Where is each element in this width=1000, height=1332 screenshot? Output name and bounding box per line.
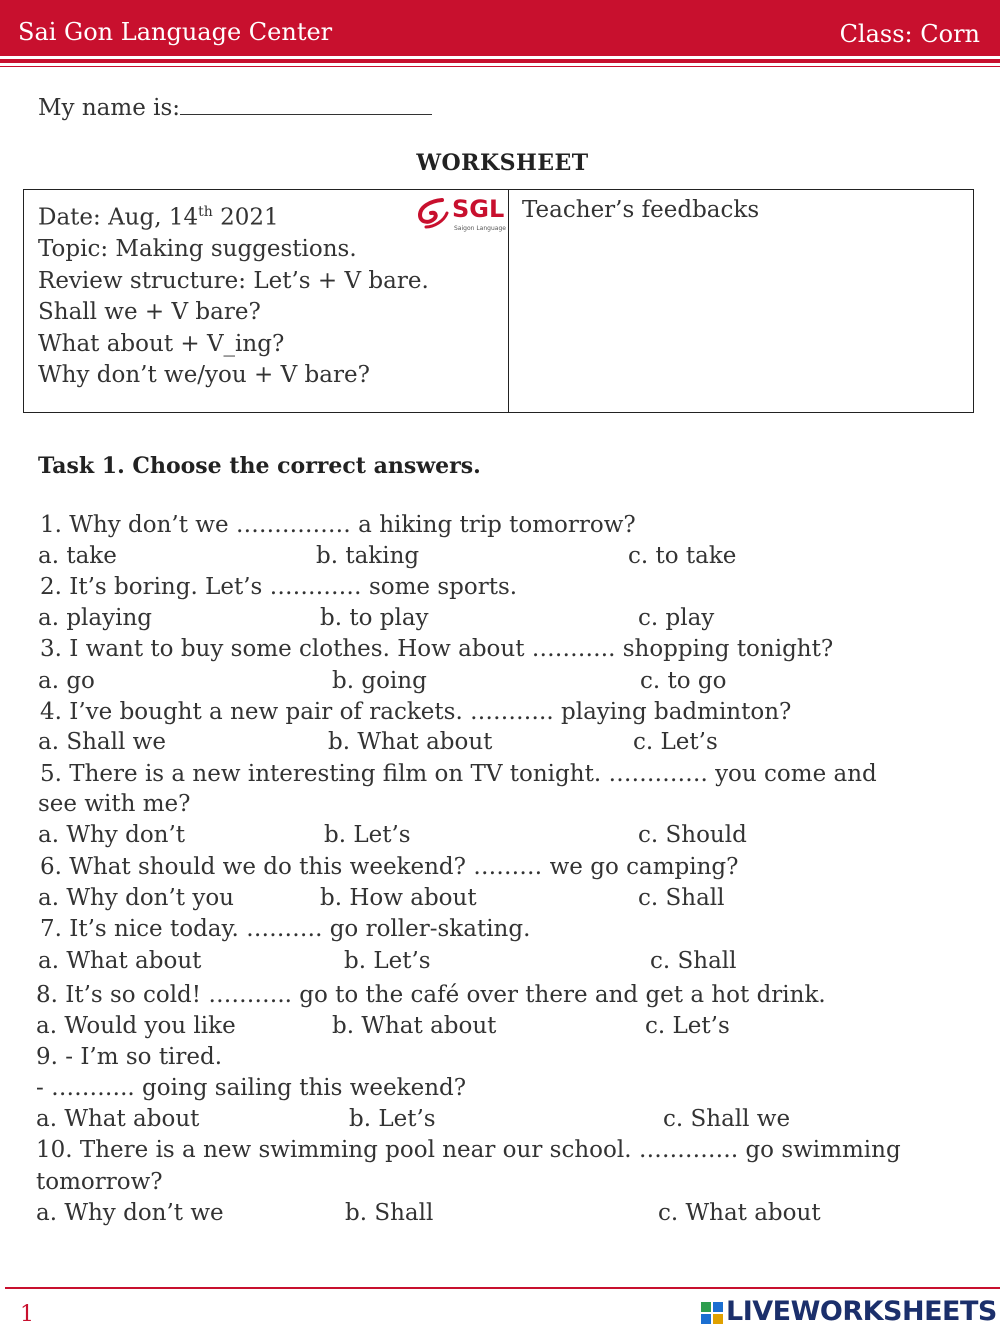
sgl-swoosh-icon	[414, 197, 450, 231]
question-text-cont: - ……….. going sailing this weekend?	[36, 1075, 467, 1101]
date-sup: th	[198, 204, 213, 220]
option-a[interactable]: a. take	[38, 543, 117, 569]
structure-line: What about + V_ing?	[38, 330, 285, 357]
option-c[interactable]: c. Shall	[650, 948, 737, 974]
logo-subtext: Saigon Language	[454, 225, 506, 232]
option-b[interactable]: b. going	[332, 668, 427, 694]
name-row	[38, 90, 432, 121]
teacher-feedback-label: Teacher’s feedbacks	[522, 197, 760, 223]
option-b[interactable]: b. Let’s	[324, 822, 411, 848]
question-text: 1. Why don’t we …………… a hiking trip tomorrow?	[40, 512, 636, 538]
option-c[interactable]: c. What about	[658, 1200, 821, 1226]
option-b[interactable]: b. How about	[320, 885, 477, 911]
option-b[interactable]: b. taking	[316, 543, 420, 569]
question-text: 10. There is a new swimming pool near our school. …………. go swimming	[36, 1137, 901, 1163]
watermark-text: LIVEWORKSHEETS	[726, 1296, 997, 1327]
sgl-logo	[414, 195, 509, 235]
name-label: My name is:	[38, 95, 181, 121]
question-text: 4. I’ve bought a new pair of rackets. ……….. playing badminton?	[40, 699, 792, 725]
option-a[interactable]: a. Why don’t	[38, 822, 186, 848]
header-rule	[0, 59, 1000, 63]
task-title: Task 1. Choose the correct answers.	[38, 453, 481, 479]
info-lines	[38, 197, 429, 392]
option-b[interactable]: b. Let’s	[344, 948, 431, 974]
option-b[interactable]: b. What about	[328, 729, 493, 755]
option-a[interactable]: a. Why don’t we	[36, 1200, 224, 1226]
question-text: 3. I want to buy some clothes. How about ……….. shopping tonight?	[40, 636, 834, 662]
option-c[interactable]: c. Should	[638, 822, 747, 848]
option-c[interactable]: c. to take	[628, 543, 737, 569]
option-a[interactable]: a. Shall we	[38, 729, 166, 755]
option-b[interactable]: b. What about	[332, 1013, 497, 1039]
date-prefix: Date: Aug, 14	[38, 204, 199, 231]
info-table	[23, 189, 974, 413]
option-c[interactable]: c. to go	[640, 668, 727, 694]
option-a[interactable]: a. playing	[38, 605, 153, 631]
option-a[interactable]: a. What about	[38, 948, 202, 974]
page-number: 1	[20, 1302, 34, 1327]
liveworksheets-logo-icon	[700, 1301, 724, 1325]
option-c[interactable]: c. Let’s	[645, 1013, 730, 1039]
option-c[interactable]: c. Shall	[638, 885, 725, 911]
question-text: 6. What should we do this weekend? ……… we go camping?	[40, 854, 739, 880]
name-input-line[interactable]	[180, 90, 432, 115]
option-c[interactable]: c. play	[638, 605, 715, 631]
date-line	[38, 197, 429, 234]
header-bar	[0, 0, 1000, 56]
option-b[interactable]: b. Let’s	[349, 1106, 436, 1132]
structure-line: Review structure: Let’s + V bare.	[38, 267, 429, 294]
option-a[interactable]: a. Why don’t you	[38, 885, 234, 911]
liveworksheets-watermark	[700, 1296, 997, 1327]
question-text-cont: tomorrow?	[36, 1169, 163, 1195]
class-label: Class: Corn	[839, 20, 980, 48]
option-b[interactable]: b. Shall	[345, 1200, 434, 1226]
option-a[interactable]: a. What about	[36, 1106, 200, 1132]
option-a[interactable]: a. go	[38, 668, 95, 694]
header-rule-thin	[0, 66, 1000, 67]
info-left-cell	[24, 190, 509, 412]
question-text-cont: see with me?	[38, 791, 191, 817]
question-text: 2. It’s boring. Let’s ………… some sports.	[40, 574, 518, 600]
question-text: 8. It’s so cold! ……….. go to the café over there and get a hot drink.	[36, 982, 826, 1008]
structure-line: Shall we + V bare?	[38, 299, 261, 326]
option-a[interactable]: a. Would you like	[36, 1013, 236, 1039]
question-text: 5. There is a new interesting film on TV tonight. …………. you come and	[40, 761, 877, 787]
question-text: 7. It’s nice today. ………. go roller-skating.	[40, 916, 531, 942]
logo-text: SGL	[452, 195, 505, 223]
option-c[interactable]: c. Let’s	[633, 729, 718, 755]
option-b[interactable]: b. to play	[320, 605, 429, 631]
question-text: 9. - I’m so tired.	[36, 1044, 223, 1070]
footer-rule	[5, 1287, 1000, 1289]
option-c[interactable]: c. Shall we	[663, 1106, 791, 1132]
topic-line: Topic: Making suggestions.	[38, 236, 357, 263]
date-suffix: 2021	[212, 204, 279, 231]
center-name: Sai Gon Language Center	[18, 18, 333, 46]
worksheet-title: WORKSHEET	[416, 150, 589, 176]
structure-line: Why don’t we/you + V bare?	[38, 362, 370, 389]
